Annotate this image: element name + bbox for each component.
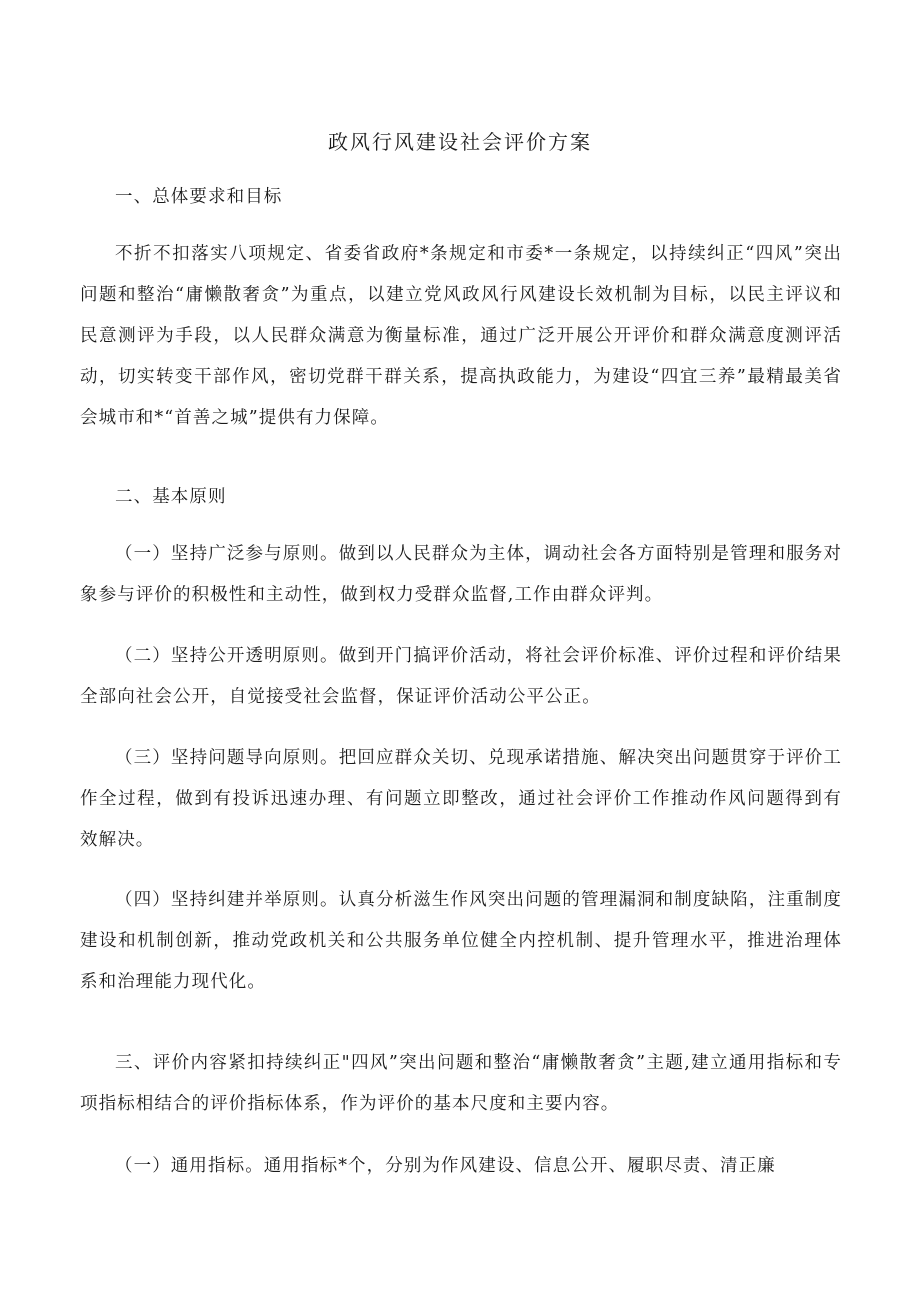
section-heading-1: 一、总体要求和目标: [115, 187, 283, 207]
paragraph-principle-2: （二）坚持公开透明原则。做到开门搞评价活动，将社会评价标准、评价过程和评价结果全部向社会公开，自觉接受社会监督，保证评价活动公平公正。: [80, 646, 842, 707]
document-title: 政风行风建设社会评价方案: [328, 130, 592, 154]
paragraph-evaluation-content: 三、评价内容紧扣持续纠正"四风”突出问题和整治“庸懒散奢贪”主题,建立通用指标和专项指标相结合的评价指标体系，作为评价的基本尺度和主要内容。: [80, 1053, 842, 1114]
paragraph-principle-3: （三）坚持问题导向原则。把回应群众关切、兑现承诺措施、解决突出问题贯穿于评价工作全过程，做到有投诉迅速办理、有问题立即整改，通过社会评价工作推动作风问题得到有效解决。: [80, 748, 842, 850]
paragraph-principle-1: （一）坚持广泛参与原则。做到以人民群众为主体，调动社会各方面特别是管理和服务对象参与评价的积极性和主动性，做到权力受群众监督,工作由群众评判。: [80, 544, 842, 605]
paragraph-general-indicators: （一）通用指标。通用指标*个，分别为作风建设、信息公开、履职尽责、清正廉: [115, 1156, 776, 1176]
paragraph-principle-4: （四）坚持纠建并举原则。认真分析滋生作风突出问题的管理漏洞和制度缺陷，注重制度建设和机制创新，推动党政机关和公共服务单位健全内控机制、提升管理水平，推进治理体系和治理能力现代化。: [80, 890, 842, 992]
paragraph-overall-goals: 不折不扣落实八项规定、省委省政府*条规定和市委*一条规定，以持续纠正“四风”突出问题和整治“庸懒散奢贪”为重点，以建立党风政风行风建设长效机制为目标，以民主评议和民意测评为手段，以人民群众满意为衡量标准，通过广泛开展公开评价和群众满意度测评活动，切实转变干部作风，密切党群干群关系，提高执政能力，为建设“四宜三养”最精最美省会城市和*“首善之城”提供有力保障。: [80, 244, 842, 428]
section-heading-2: 二、基本原则: [115, 487, 227, 507]
